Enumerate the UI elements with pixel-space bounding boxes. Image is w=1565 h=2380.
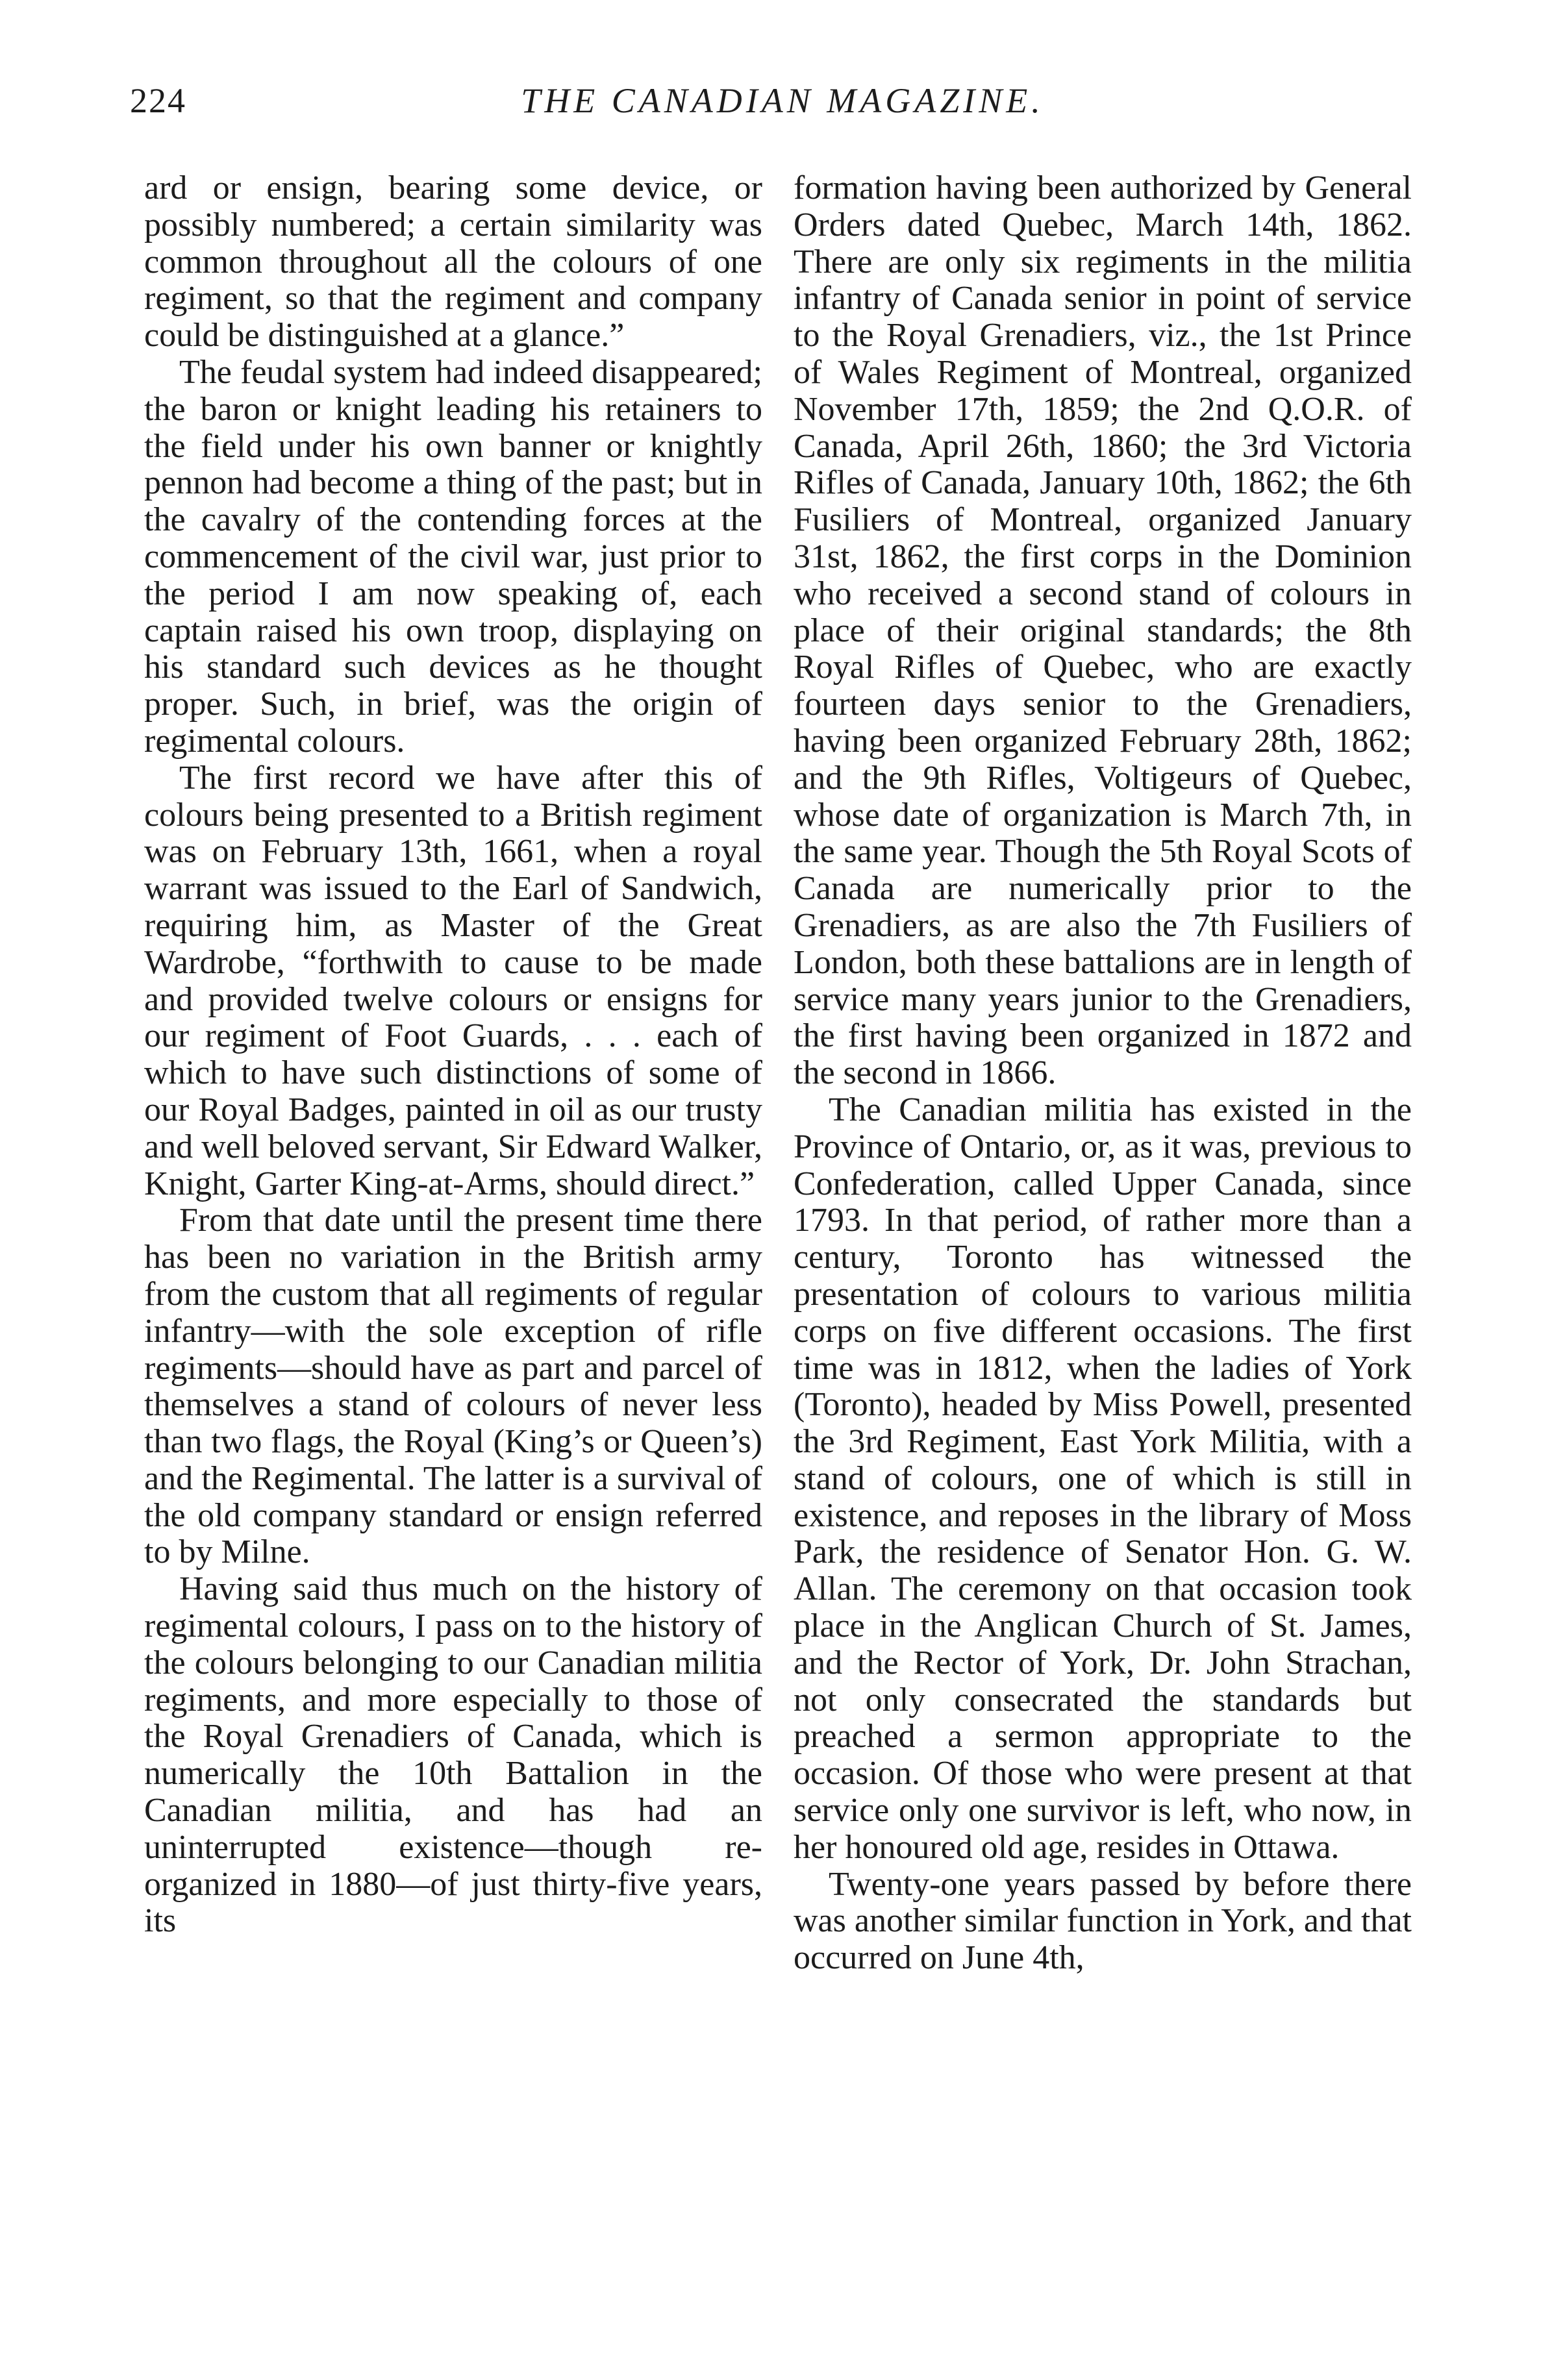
running-title: THE CANADIAN MAGAZINE. xyxy=(521,81,1044,120)
paragraph: The first record we have after this of colours being presented to a British regiment was on February 13th, 1661, when a royal warrant was issued to the Earl of Sandwich, requiring him, as Master of the Great Wardrobe, “forthwith to cause to be made and provided twelve colours or ensigns for our regiment of Foot Guards, . . . each of which to have such distinctions of some of our Royal Badges, painted in oil as our trusty and well beloved servant, Sir Edward Walker, Knight, Garter King-at-Arms, should direct.” xyxy=(144,759,762,1202)
page-number: 224 xyxy=(130,81,186,120)
paragraph: Having said thus much on the history of regimental colours, I pass on to the history of the colours belonging to our Canadian militia regiments, and more especially to those of the Royal Grenadiers of Canada, which is numerically the 10th Battalion in the Canadian militia, and has had an uninterrupted existence—though re-organized in 1880—of just thirty-five years, its xyxy=(144,1570,762,1940)
paragraph: ard or ensign, bearing some device, or possibly numbered; a certain similarity was common throughout all the colours of one regiment, so that the regiment and company could be distinguished at a glance.” xyxy=(144,169,762,354)
paragraph: The Canadian militia has existed in the Province of Ontario, or, as it was, previous to Confederation, called Upper Canada, since 1793. In that period, of rather more than a century, Toronto has witnessed the presentation of colours to various militia corps on five different occasions. The first time was in 1812, when the ladies of York (Toronto), headed by Miss Powell, presented the 3rd Regiment, East York Militia, with a stand of colours, one of which is still in existence, and reposes in the library of Moss Park, the residence of Senator Hon. G. W. Allan. The ceremony on that occasion took place in the Anglican Church of St. James, and the Rector of York, Dr. John Strachan, not only consecrated the standards but preached a sermon appropriate to the occasion. Of those who were present at that service only one survivor is left, who now, in her honoured old age, resides in Ottawa. xyxy=(794,1091,1412,1866)
paragraph: Twenty-one years passed by before there was another similar function in York, and that occurred on June 4th, xyxy=(794,1865,1412,1977)
left-column xyxy=(144,170,762,1940)
paragraph: From that date until the present time there has been no variation in the British army from the custom that all regiments of regular infantry—with the sole exception of rifle regiments—should have as part and parcel of themselves a stand of colours of never less than two flags, the Royal (King’s or Queen’s) and the Regimental. The latter is a survival of the old company standard or ensign referred to by Milne. xyxy=(144,1202,762,1571)
right-column xyxy=(794,170,1412,1977)
paragraph: formation having been authorized by General Orders dated Quebec, March 14th, 1862. There are only six regiments in the militia infantry of Canada senior in point of service to the Royal Grenadiers, viz., the 1st Prince of Wales Regiment of Montreal, organized November 17th, 1859; the 2nd Q.O.R. of Canada, April 26th, 1860; the 3rd Victoria Rifles of Canada, January 10th, 1862; the 6th Fusiliers of Montreal, organized January 31st, 1862, the first corps in the Dominion who received a second stand of colours in place of their original standards; the 8th Royal Rifles of Quebec, who are exactly fourteen days senior to the Grenadiers, having been organized February 28th, 1862; and the 9th Rifles, Voltigeurs of Quebec, whose date of organization is March 7th, in the same year. Though the 5th Royal Scots of Canada are numerically prior to the Grenadiers, as are also the 7th Fusiliers of London, both these battalions are in length of service many years junior to the Grenadiers, the first having been organized in 1872 and the second in 1866. xyxy=(794,169,1412,1092)
paragraph: The feudal system had indeed disappeared; the baron or knight leading his retainers to the field under his own banner or knightly pennon had become a thing of the past; but in the cavalry of the contending forces at the commencement of the civil war, just prior to the period I am now speaking of, each captain raised his own troop, displaying on his standard such devices as he thought proper. Such, in brief, was the origin of regimental colours. xyxy=(144,353,762,760)
